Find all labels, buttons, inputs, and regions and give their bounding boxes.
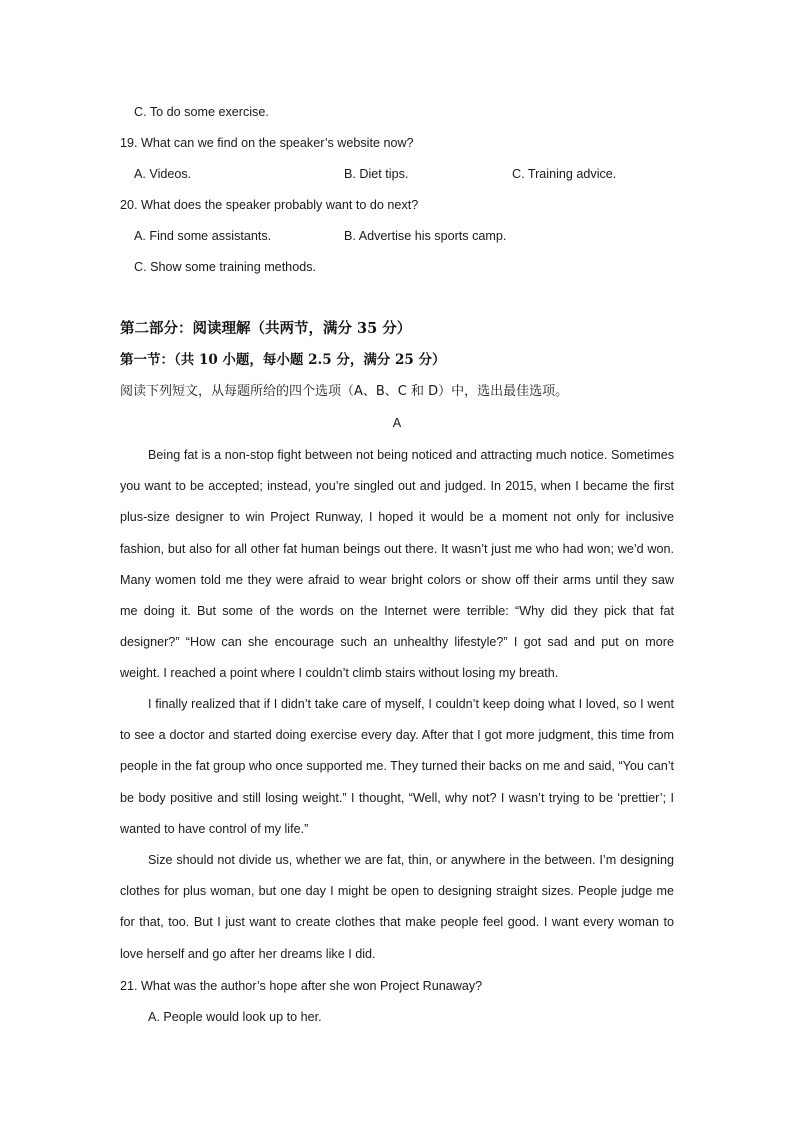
passage-paragraph-2: I finally realized that if I didn’t take care of myself, I couldn’t keep doing what I loved, so I went to see a doctor and started doing exercise every day. After that I got more judgment, this time from people in the fat group who once supported me. They turned their backs on me and said, “You can’t be body positive and still losing weight.” I thought, “Well, why not? I wasn’t trying to be ‘prettier’; I wanted to have control of my life.” (120, 697, 674, 836)
q19-option-c: C. Training advice. (512, 167, 617, 181)
q19-option-a: A. Videos. (134, 167, 192, 181)
section-title: 第一节：（共 10 小题，每小题 2.5 分，满分 25 分） (120, 352, 446, 368)
q18-option-c: C. To do some exercise. (134, 105, 269, 119)
q19-question: 19. What can we find on the speaker’s website now? (120, 136, 414, 150)
q20-option-c: C. Show some training methods. (134, 260, 316, 274)
q21-question: 21. What was the author’s hope after she won Project Runaway? (120, 979, 483, 993)
passage-paragraph-3: Size should not divide us, whether we are fat, thin, or anywhere in the between. I’m designing clothes for plus woman, but one day I might be open to designing straight sizes. People judge me for that, too. But I just want to create clothes that make people feel good. I want every woman to love herself and go after her dreams like I did. (120, 853, 674, 961)
part-title: 第二部分：阅读理解（共两节，满分 35 分） (120, 320, 412, 337)
passage-label: A (392, 416, 402, 430)
passage-paragraph-1: Being fat is a non-stop fight between not being noticed and attracting much notice. Sometimes you want to be accepted; instead, you’re singled out and judged. In 2015, when I became the first plus-size designer to win Project Runway, I hoped it would be a moment not only for inclusive fashion, but also for all other fat human beings out there. It wasn’t just me who had won; we’d won. Many women told me they were afraid to wear bright colors or show off their arms until they saw me doing it. But some of the words on the Internet were terrible: “Why did they pick that fat designer?” “How can she encourage such an unhealthy lifestyle?” I got sad and put on more weight. I reached a point where I couldn’t climb stairs without losing my breath. (120, 448, 674, 681)
q20-option-b: B. Advertise his sports camp. (344, 229, 507, 243)
q20-option-a: A. Find some assistants. (134, 229, 272, 243)
q21-option-a: A. People would look up to her. (148, 1010, 322, 1024)
q19-option-b: B. Diet tips. (344, 167, 409, 181)
instructions: 阅读下列短文，从每题所给的四个选项（A、B、C 和 D）中，选出最佳选项。 (120, 384, 569, 399)
q20-question: 20. What does the speaker probably want to do next? (120, 198, 419, 212)
